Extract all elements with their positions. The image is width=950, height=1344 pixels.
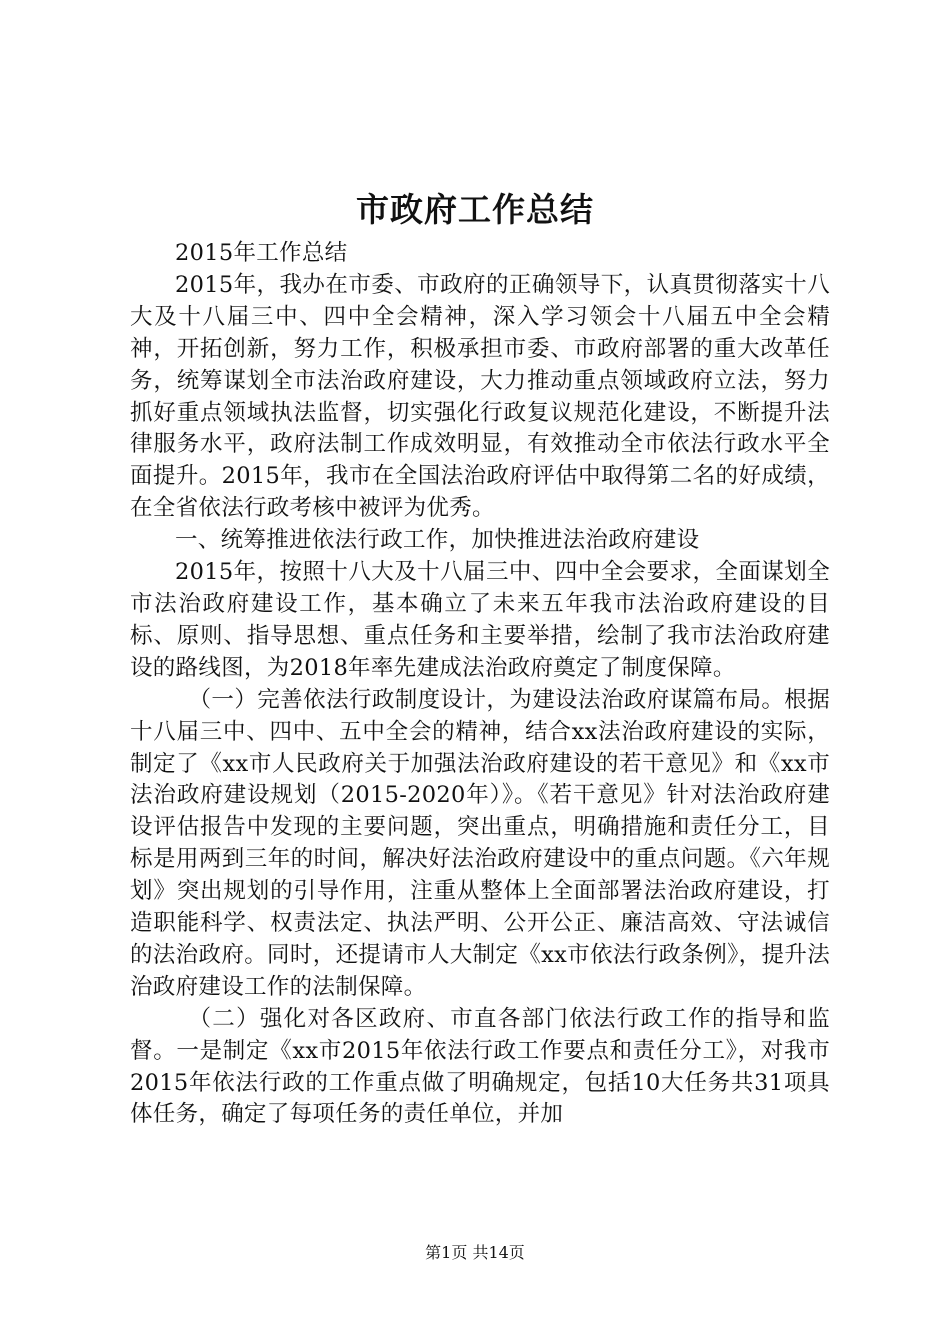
paragraph-intro: 2015年，我办在市委、市政府的正确领导下，认真贯彻落实十八大及十八届三中、四中全会精神，深入学习领会十八届五中全会精神，开拓创新，努力工作，积极承担市委、市政府部署的重大改革任务，统筹谋划全市法治政府建设，大力推动重点领域政府立法，努力抓好重点领域执法监督，切实强化行政复议规范化建设，不断提升法律服务水平，政府法制工作成效明显，有效推动全市依法行政水平全面提升。2015年，我市在全国法治政府评估中取得第二名的好成绩，在全省依法行政考核中被评为优秀。 <box>130 271 830 522</box>
paragraph-subsection-2: （二）强化对各区政府、市直各部门依法行政工作的指导和监督。一是制定《xx市2015年依法行政工作要点和责任分工》，对我市2015年依法行政的工作重点做了明确规定，包括10大任务共31项具体任务，确定了每项任务的责任单位，并加 <box>130 1005 830 1128</box>
page-footer <box>0 1241 950 1265</box>
paragraph-subtitle: 2015年工作总结 <box>175 240 348 266</box>
page-number-label: 第1页 共14页 <box>425 1243 525 1262</box>
section-heading-1: 一、统筹推进依法行政工作，加快推进法治政府建设 <box>175 527 700 554</box>
paragraph-subsection-1: （一）完善依法行政制度设计，为建设法治政府谋篇布局。根据十八届三中、四中、五中全会的精神，结合xx法治政府建设的实际，制定了《xx市人民政府关于加强法治政府建设的若干意见》和《xx市法治政府建设规划（2015-2020年）》。《若干意见》针对法治政府建设评估报告中发现的主要问题，突出重点，明确措施和责任分工，目标是用两到三年的时间，解决好法治政府建设中的重点问题。《六年规划》突出规划的引导作用，注重从整体上全面部署法治政府建设，打造职能科学、权责法定、执法严明、公开公正、廉洁高效、守法诚信的法治政府。同时，还提请市人大制定《xx市依法行政条例》，提升法治政府建设工作的法制保障。 <box>130 686 830 1000</box>
document-body <box>130 238 830 1131</box>
paragraph-section-1: 2015年，按照十八大及十八届三中、四中全会要求，全面谋划全市法治政府建设工作，基本确立了未来五年我市法治政府建设的目标、原则、指导思想、重点任务和主要举措，绘制了我市法治政府建设的路线图，为2018年率先建成法治政府奠定了制度保障。 <box>130 559 830 681</box>
page-title: 市政府工作总结 <box>356 190 594 229</box>
